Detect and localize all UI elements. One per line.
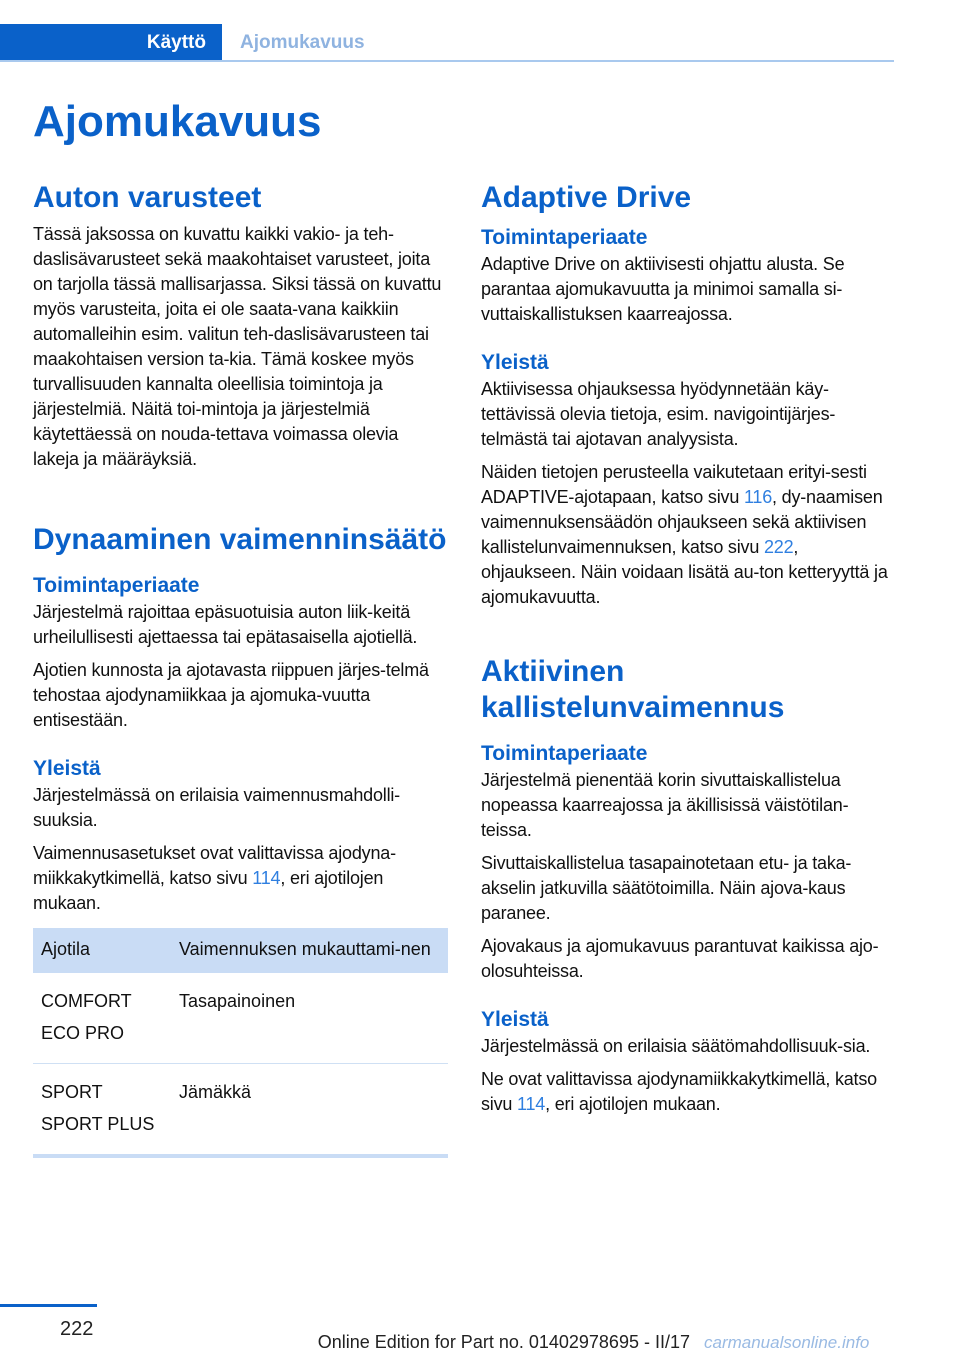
paragraph-auton-varusteet: Tässä jaksossa on kuvattu kaikki vakio- ja teh-daslisävarusteet sekä maakohtaiset varusteet, joita on tarjolla tässä mallisarjassa. Siksi tässä on kuvattu myös varusteita, joita ei ole saata-vana kaikkiin automalleihin esim. valitun teh-daslisävarusteen tai maakohtaisen version ta-kia. Tämä koskee myös turvallisuuden kannalta oleellisia toimintoja ja järjestelmiä. Näitä toi-mintoja ja järjestelmiä käytettäessä on nouda-tettava voimassa olevia lakeja ja määräyksiä. bbox=[33, 224, 442, 469]
paragraph-dynaaminen-1: Järjestelmä rajoittaa epäsuotuisia auton liik-keitä urheilullisesti ajettaessa tai epätasaisella ajotiellä. bbox=[33, 602, 418, 647]
table-cell-value: Jämäkkä bbox=[171, 1064, 448, 1157]
text-segment: , eri ajotilojen mukaan. bbox=[33, 868, 384, 913]
paragraph-adaptive-yleista-2 bbox=[481, 460, 896, 610]
text-segment: Ne ovat valittavissa ajodynamiikkakytkimellä, katso sivu bbox=[481, 1069, 877, 1114]
text-segment: , eri ajotilojen mukaan. bbox=[545, 1094, 721, 1114]
heading-aktiivinen-kallistelunvaimennus bbox=[481, 654, 896, 726]
right-column bbox=[481, 180, 896, 1117]
page-title: Ajomukavuus bbox=[33, 97, 322, 146]
mode-label: SPORT PLUS bbox=[41, 1114, 155, 1134]
paragraph-aktiivinen-3: Ajovakaus ja ajomukavuus parantuvat kaikissa ajo-olosuhteissa. bbox=[481, 936, 879, 981]
paragraph-adaptive-1: Adaptive Drive on aktiivisesti ohjattu alusta. Se parantaa ajomukavuutta ja minimoi samalla si-vuttaiskallistuksen kaarreajossa. bbox=[481, 254, 845, 324]
table-cell-modes bbox=[33, 973, 171, 1064]
page-link-114[interactable]: 114 bbox=[252, 868, 281, 888]
left-column bbox=[33, 180, 448, 1158]
heading-dynaaminen-vaimenninsaato: Dynaaminen vaimenninsäätö bbox=[33, 523, 447, 556]
heading-line: Aktiivinen bbox=[481, 655, 625, 688]
table-header-row bbox=[33, 928, 448, 973]
page-link-222[interactable]: 222 bbox=[763, 537, 794, 557]
mode-label: SPORT bbox=[41, 1082, 103, 1102]
subheading-toimintaperiaate: Toimintaperiaate bbox=[481, 226, 648, 249]
footer-rule bbox=[0, 1304, 97, 1307]
paragraph-aktiivinen-yleista-1: Järjestelmässä on erilaisia säätömahdollisuuk-sia. bbox=[481, 1036, 871, 1056]
text-segment: , ohjaukseen. Näin voidaan lisätä au-ton ketteryyttä ja ajomukavuutta. bbox=[481, 537, 888, 607]
paragraph-dynaaminen-2: Ajotien kunnosta ja ajotavasta riippuen järjes-telmä tehostaa ajodynamiikkaa ja ajomuka-vuutta entisestään. bbox=[33, 660, 429, 730]
table-row bbox=[33, 1064, 448, 1157]
heading-line: kallistelunvaimennus bbox=[481, 691, 785, 724]
header-rule bbox=[0, 60, 894, 62]
table-cell-value: Tasapainoinen bbox=[171, 973, 448, 1064]
table-header-cell: Ajotila bbox=[33, 928, 171, 973]
subsection-tab[interactable]: Ajomukavuus bbox=[240, 32, 365, 53]
page-number: 222 bbox=[60, 1318, 94, 1340]
header-bar bbox=[0, 24, 894, 62]
watermark: carmanualsonline.info bbox=[704, 1333, 870, 1352]
paragraph-aktiivinen-yleista-2 bbox=[481, 1067, 896, 1117]
footer-edition: Online Edition for Part no. 01402978695 - II/17 bbox=[317, 1332, 690, 1352]
text-segment: Vaimennusasetukset ovat valittavissa ajodyna-miikkakytkimellä, katso sivu bbox=[33, 843, 396, 888]
mode-label: COMFORT bbox=[41, 991, 132, 1011]
paragraph-dynaaminen-yleista-1: Järjestelmässä on erilaisia vaimennusmahdolli-suuksia. bbox=[33, 785, 400, 830]
table-cell-modes bbox=[33, 1064, 171, 1157]
mode-label: ECO PRO bbox=[41, 1023, 125, 1043]
damping-table bbox=[33, 928, 448, 1158]
paragraph-aktiivinen-1: Järjestelmä pienentää korin sivuttaiskallistelua nopeassa kaarreajossa ja äkillisissä väistötilan-teissa. bbox=[481, 770, 849, 840]
subheading-yleista: Yleistä bbox=[481, 351, 549, 374]
subheading-toimintaperiaate: Toimintaperiaate bbox=[481, 742, 648, 765]
table-header-cell: Vaimennuksen mukauttami-nen bbox=[171, 928, 448, 973]
text-segment: , dy-naamisen vaimennuksensäädön ohjaukseen sekä aktiivisen kallistelunvaimennuksen, katso sivu bbox=[481, 487, 883, 557]
paragraph-aktiivinen-2: Sivuttaiskallistelua tasapainotetaan etu- ja taka-akselin jatkuvilla säätötoimilla. Näin ajova-kaus paranee. bbox=[481, 853, 852, 923]
paragraph-adaptive-yleista-1: Aktiivisessa ohjauksessa hyödynnetään käy-tettävissä olevia tietoja, esim. navigointijärjes-telmästä tai ajotavan analyysista. bbox=[481, 379, 836, 449]
text-segment: Näiden tietojen perusteella vaikutetaan erityi-sesti ADAPTIVE-ajotapaan, katso sivu bbox=[481, 462, 867, 507]
subheading-toimintaperiaate: Toimintaperiaate bbox=[33, 574, 200, 597]
page-link-114[interactable]: 114 bbox=[517, 1094, 546, 1114]
table-row bbox=[33, 973, 448, 1064]
subheading-yleista: Yleistä bbox=[481, 1008, 549, 1031]
subheading-yleista: Yleistä bbox=[33, 757, 101, 780]
page-link-116[interactable]: 116 bbox=[743, 487, 773, 507]
heading-auton-varusteet: Auton varusteet bbox=[33, 181, 262, 214]
heading-adaptive-drive: Adaptive Drive bbox=[481, 181, 692, 214]
section-tab[interactable]: Käyttö bbox=[0, 24, 222, 62]
paragraph-dynaaminen-yleista-2 bbox=[33, 841, 448, 916]
